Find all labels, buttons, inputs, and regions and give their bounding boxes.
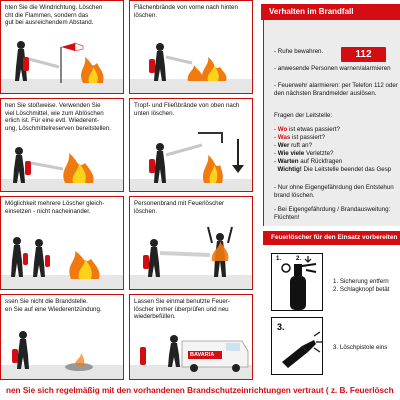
card-text: Lassen Sie einmal benutzte Feuer- löscher immer überprüfen und neu wiederbefüllen. xyxy=(134,298,230,321)
card-text: Möglichkeit mehrere Löscher gleich- einsetzen - nicht nacheinander. xyxy=(5,200,105,215)
emergency-number: 112 xyxy=(341,47,386,62)
emergency-title: Verhalten im Brandfall xyxy=(269,7,354,16)
card-drip xyxy=(129,98,253,192)
card-person-fire xyxy=(129,196,253,290)
step-alarm-cont: den nächsten Brandmelder auslösen. xyxy=(274,90,377,97)
emergency-panel xyxy=(263,20,400,226)
extinguisher-pin-icon xyxy=(272,254,324,312)
step-1-text: 1. Sicherung entfern xyxy=(333,278,389,285)
emergency-column xyxy=(261,0,400,381)
card-bursts xyxy=(0,98,124,192)
advice-1: - Nur ohne Eigengefährdung den Entstehun xyxy=(274,184,394,191)
refill-illustration xyxy=(130,295,253,380)
step-alarm: - Feuerwehr alarmieren: per Telefon 112 oder xyxy=(274,82,398,89)
watch-illustration xyxy=(1,295,124,380)
person-fire-illustration xyxy=(130,197,253,290)
question-how-many: - Wie viele Verletzte? xyxy=(274,150,334,157)
van-label: BAVARIA xyxy=(190,352,215,358)
prep-header xyxy=(263,231,400,245)
card-watch xyxy=(0,294,124,380)
card-text: Personenbrand mit Feuerlöscher löschen. xyxy=(134,200,225,215)
burst-illustration xyxy=(1,99,124,192)
card-text: hten Sie die Windrichtung. Löschen cht die Flammen, sondern das gut bei ausreichendem Abstand. xyxy=(5,4,103,27)
wind-illustration xyxy=(1,1,124,94)
advice-2: - Bei Eigengefährdung / Brandausweitung: xyxy=(274,206,391,213)
step-calm: - Ruhe bewahren. xyxy=(274,48,324,55)
card-front-to-back xyxy=(129,0,253,94)
drip-illustration xyxy=(130,99,253,192)
prep-title: Feuerlöscher für den Einsatz vorbereiten xyxy=(271,234,398,241)
question-who: - Wer ruft an? xyxy=(274,142,313,149)
footer-text: nen Sie sich regelmäßig mit den vorhandenen Brandschutzeinrichtungen vertraut ( z. B. Feuerlösch xyxy=(6,386,394,395)
step-1-number: 1. xyxy=(276,256,282,262)
step-3-number: 3. xyxy=(277,322,285,332)
advice-1-cont: brand löschen. xyxy=(274,192,315,199)
card-text: ssen Sie nicht die Brandstelle. en Sie auf eine Wiederentzündung. xyxy=(5,298,102,313)
step-3-text: 3. Löschpistole eins xyxy=(333,344,388,351)
question-important: Wichtig! Die Leitstelle beendet das Gesp xyxy=(277,166,392,173)
card-together xyxy=(0,196,124,290)
multi-extinguisher-illustration xyxy=(1,197,124,290)
surface-fire-illustration xyxy=(130,1,253,94)
step-2-number: 2. xyxy=(296,256,302,262)
step-warn: - anwesende Personen warnen/alarmieren xyxy=(274,65,391,72)
step-3-box xyxy=(271,317,323,375)
question-what: - Was ist passiert? xyxy=(274,134,326,141)
advice-2-cont: Flüchten! xyxy=(274,214,300,221)
question-wait: - Warten auf Rückfragen xyxy=(274,158,343,165)
step-2-text: 2. Schlagknopf betät xyxy=(333,286,390,293)
step-1-2-box xyxy=(271,253,323,311)
card-refill xyxy=(129,294,253,380)
card-wind xyxy=(0,0,124,94)
card-text: Flächenbrände von vorne nach hinten löschen. xyxy=(134,4,238,19)
footer-note xyxy=(0,383,400,400)
questions-title: Fragen der Leitstelle: xyxy=(274,112,333,119)
emergency-header xyxy=(261,4,400,20)
card-text: hen Sie stoßweise. Verwenden Sie viel Löschmittel, wie zum Ablöschen erlich ist. Für eine evtl. Wiederent- ung, Löschmittelreserven bereitstellen. xyxy=(5,102,111,132)
card-text: Tropf- und Fließbrände von oben nach unten löschen. xyxy=(134,102,240,117)
question-where: - Wo ist etwas passiert? xyxy=(274,126,340,133)
